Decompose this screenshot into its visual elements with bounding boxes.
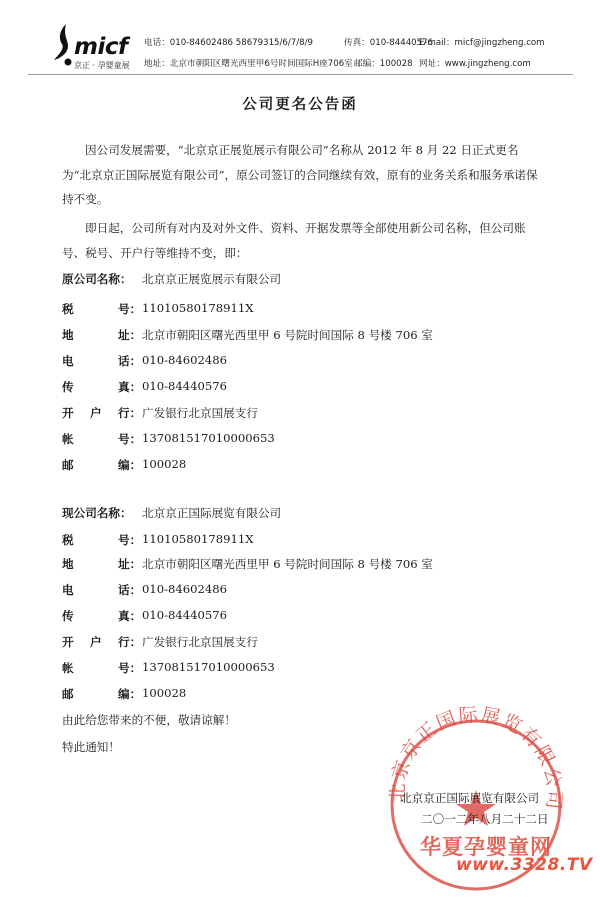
old-company-name: 北京京正展览展示有限公司 xyxy=(142,272,282,286)
old-post-label-1: 邮 xyxy=(62,458,74,472)
old-company-name-row xyxy=(62,271,282,291)
new-tax-label-1: 税 xyxy=(62,533,74,547)
letterhead-fax: 传真：010-84440576 xyxy=(344,38,434,48)
old-phone-label-1: 电 xyxy=(62,354,74,368)
letterhead-phone: 电话：010-84602486 58679315/6/7/8/9 xyxy=(144,38,313,48)
new-phone-label-2: 话： xyxy=(118,583,142,597)
old-bank-label-2: 户 xyxy=(90,406,102,420)
logo-subtitle: 京正 · 孕婴童展 xyxy=(74,61,130,70)
letterhead-email: E-mail：micf@jingzheng.com xyxy=(419,38,545,48)
new-account: 137081517010000653 xyxy=(142,660,275,674)
new-company-name-label: 现公司名称： xyxy=(62,506,132,520)
new-account-label-2: 号： xyxy=(118,661,142,675)
new-bank: 广发银行北京国展支行 xyxy=(142,635,258,649)
new-company-name: 北京京正国际展览有限公司 xyxy=(142,506,282,520)
letterhead-website: 网址：www.jingzheng.com xyxy=(419,59,531,69)
old-tax-label-1: 税 xyxy=(62,302,74,316)
new-tax-number: 11010580178911X xyxy=(142,532,254,546)
letter-title: 公司更名公告函 xyxy=(242,97,358,113)
old-addr-label-1: 地 xyxy=(62,328,74,342)
old-account: 137081517010000653 xyxy=(142,431,275,445)
new-post-label-2: 编： xyxy=(118,687,142,701)
old-fax-label-2: 真： xyxy=(118,380,142,394)
new-address: 北京市朝阳区曙光西里甲 6 号院时间国际 8 号楼 706 室 xyxy=(142,557,433,571)
new-account-label-1: 帐 xyxy=(62,661,74,675)
old-tax-number: 11010580178911X xyxy=(142,301,254,315)
old-tax-label-2: 号： xyxy=(118,302,142,316)
old-phone-label-2: 话： xyxy=(118,354,142,368)
new-fax-label-2: 真： xyxy=(118,609,142,623)
old-fax-label-1: 传 xyxy=(62,380,74,394)
new-post-label-1: 邮 xyxy=(62,687,74,701)
old-company-name-label: 原公司名称： xyxy=(62,272,132,286)
seal-text: 北京京正国际展览有限公司 xyxy=(386,703,566,813)
old-phone: 010-84602486 xyxy=(142,353,228,367)
micf-logo-text: micf xyxy=(74,34,128,60)
new-company-name-row xyxy=(62,505,282,525)
old-bank: 广发银行北京国展支行 xyxy=(142,406,258,420)
old-address: 北京市朝阳区曙光西里甲 6 号院时间国际 8 号楼 706 室 xyxy=(142,328,433,342)
paragraph-rename xyxy=(62,138,542,212)
new-phone: 010-84602486 xyxy=(142,582,228,596)
new-bank-label-1: 开 xyxy=(62,635,74,649)
paragraph-effective xyxy=(62,216,542,265)
new-tax-label-2: 号： xyxy=(118,533,142,547)
old-fax: 010-84440576 xyxy=(142,379,228,393)
new-postcode: 100028 xyxy=(142,686,187,700)
new-phone-label-1: 电 xyxy=(62,583,74,597)
signature-date: 二〇一二年八月二十二日 xyxy=(421,812,549,826)
new-fax-label-1: 传 xyxy=(62,609,74,623)
letterhead-divider xyxy=(28,74,573,75)
apology-line: 由此给您带来的不便，敬请谅解！ xyxy=(62,713,236,727)
signature-company: 北京京正国际展览有限公司 xyxy=(400,791,540,805)
letterhead-postcode: 邮编：100028 xyxy=(354,59,413,69)
old-postcode: 100028 xyxy=(142,457,187,471)
letterhead-address: 地址：北京市朝阳区曙光西里甲6号时间国际H座706室 xyxy=(144,59,353,69)
old-bank-label-1: 开 xyxy=(62,406,74,420)
old-bank-label-3: 行： xyxy=(118,406,142,420)
watermark-site-name: 华夏孕婴童网 xyxy=(420,835,552,859)
new-addr-label-1: 地 xyxy=(62,557,74,571)
paragraph-effective-text: 即日起，公司所有对内及对外文件、资料、开据发票等全部使用新公司名称，但公司账号、税号、开户行等维持不变，即： xyxy=(62,221,526,260)
new-bank-label-2: 户 xyxy=(90,635,102,649)
old-addr-label-2: 址： xyxy=(118,328,142,342)
micf-logo-mark xyxy=(52,22,74,68)
paragraph-rename-text: 因公司发展需要，“北京京正展览展示有限公司”名称从 2012 年 8 月 22 日正式更名为“北京京正国际展览有限公司”，原公司签订的合同继续有效，原有的业务关系和服务承诺保持不变。 xyxy=(62,143,538,206)
notice-line: 特此通知！ xyxy=(62,740,120,754)
new-fax: 010-84440576 xyxy=(142,608,228,622)
old-account-label-1: 帐 xyxy=(62,432,74,446)
new-addr-label-2: 址： xyxy=(118,557,142,571)
old-account-label-2: 号： xyxy=(118,432,142,446)
watermark-url: www.3328.TV xyxy=(456,855,593,875)
old-post-label-2: 编： xyxy=(118,458,142,472)
new-bank-label-3: 行： xyxy=(118,635,142,649)
